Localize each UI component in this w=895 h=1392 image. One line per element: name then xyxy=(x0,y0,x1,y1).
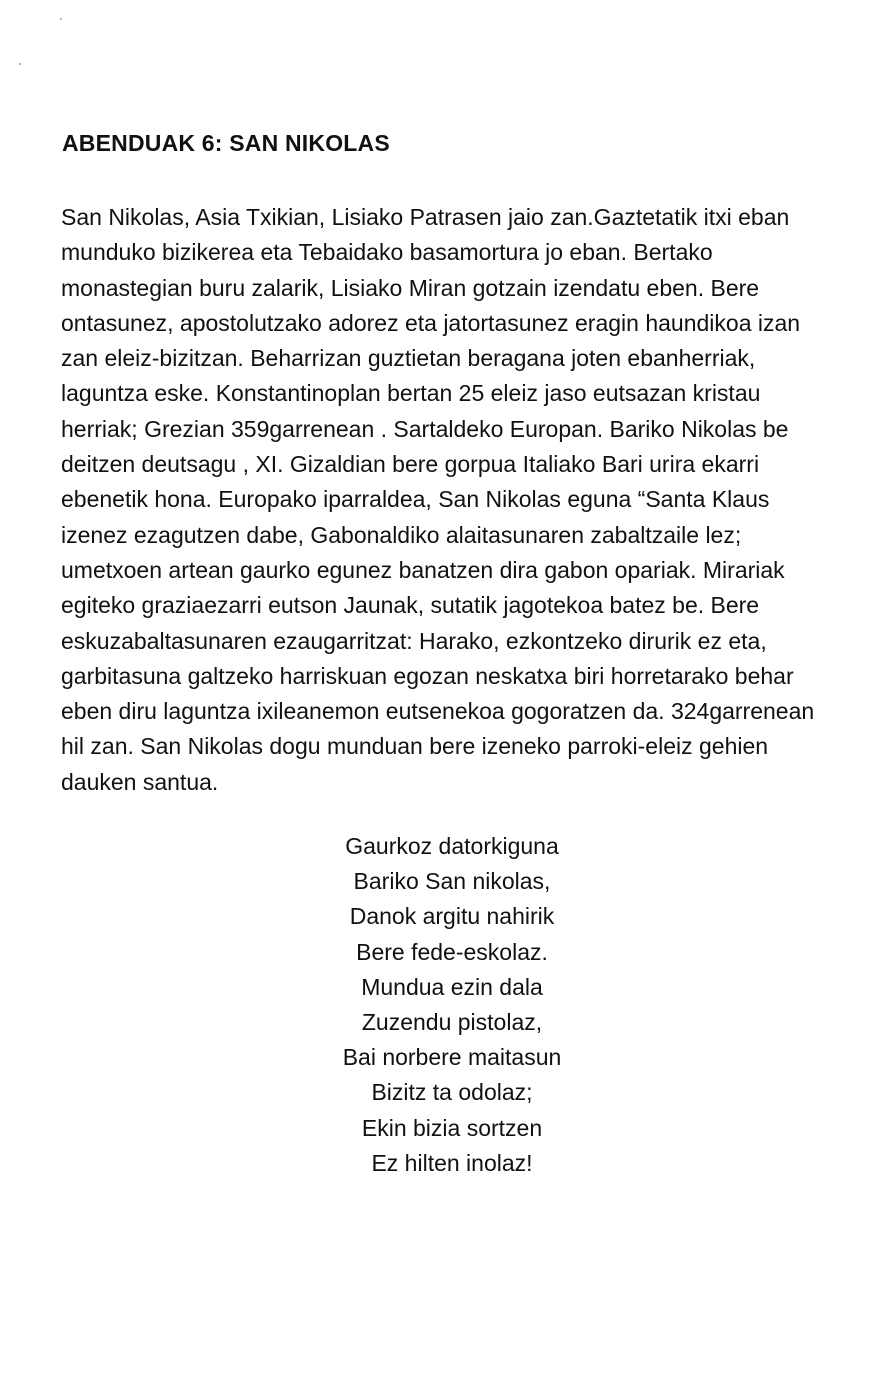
body-line: monastegian buru zalarik, Lisiako Miran gotzain izendatu eben. Bere xyxy=(61,274,760,301)
poem-line: Ez hilten inolaz! xyxy=(371,1149,533,1176)
body-line: San Nikolas, Asia Txikian, Lisiako Patrasen jaio zan.Gaztetatik itxi eban xyxy=(61,204,790,230)
body-line: munduko bizikerea eta Tebaidako basamortura jo eban. Bertako xyxy=(61,239,713,266)
body-line: egiteko graziaezarri eutson Jaunak, sutatik jagotekoa batez be. Bere xyxy=(61,592,760,619)
body-line: eskuzabaltasunaren ezaugarritzat: Harako, ezkontzeko dirurik ez eta, xyxy=(61,627,767,654)
body-line: deitzen deutsagu , XI. Gizaldian bere gorpua Italiako Bari urira ekarri xyxy=(61,451,760,478)
body-line: ontasunez, apostolutzako adorez eta jatortasunez eragin haundikoa izan xyxy=(61,309,801,336)
body-line: izenez ezagutzen dabe, Gabonaldiko alaitasunaren zabaltzaile lez; xyxy=(61,521,742,548)
body-line: zan eleiz-bizitzan. Beharrizan guztietan beragana joten ebanherriak, xyxy=(61,345,756,372)
body-line: umetxoen artean gaurko egunez banatzen dira gabon opariak. Mirariak xyxy=(61,556,785,583)
scan-speck xyxy=(60,18,62,20)
poem-line: Ekin bizia sortzen xyxy=(361,1114,543,1141)
body-line: laguntza eske. Konstantinoplan bertan 25 eleiz jaso eutsazan kristau xyxy=(61,380,761,407)
body-line: eben diru laguntza ixileanemon eutsenekoa gogoratzen da. 324garrenean xyxy=(61,698,815,725)
poem-line: Zuzendu pistolaz, xyxy=(361,1009,543,1036)
body-line: ebenetik hona. Europako iparraldea, San Nikolas eguna “Santa Klaus xyxy=(61,486,770,513)
poem-line: Bai norbere maitasun xyxy=(342,1044,562,1071)
scan-speck xyxy=(19,63,21,65)
poem-line: Mundua ezin dala xyxy=(361,973,543,1000)
poem-line: Danok argitu nahirik xyxy=(349,903,555,930)
body-line: garbitasuna galtzeko harriskuan egozan neskatxa biri horretarako behar xyxy=(61,662,794,689)
page-title: ABENDUAK 6: SAN NIKOLAS xyxy=(62,130,390,156)
poem-line: Gaurkoz datorkiguna xyxy=(345,833,559,859)
body-line: herriak; Grezian 359garrenean . Sartaldeko Europan. Bariko Nikolas be xyxy=(61,415,789,442)
poem-verse xyxy=(252,829,652,1181)
poem-line: Bariko San nikolas, xyxy=(353,868,551,895)
body-line: hil zan. San Nikolas dogu munduan bere izeneko parroki-eleiz gehien xyxy=(61,733,769,760)
body-line: dauken santua. xyxy=(61,768,219,795)
body-paragraph xyxy=(61,200,861,800)
poem-line: Bere fede-eskolaz. xyxy=(356,938,548,965)
poem-line: Bizitz ta odolaz; xyxy=(371,1079,533,1106)
